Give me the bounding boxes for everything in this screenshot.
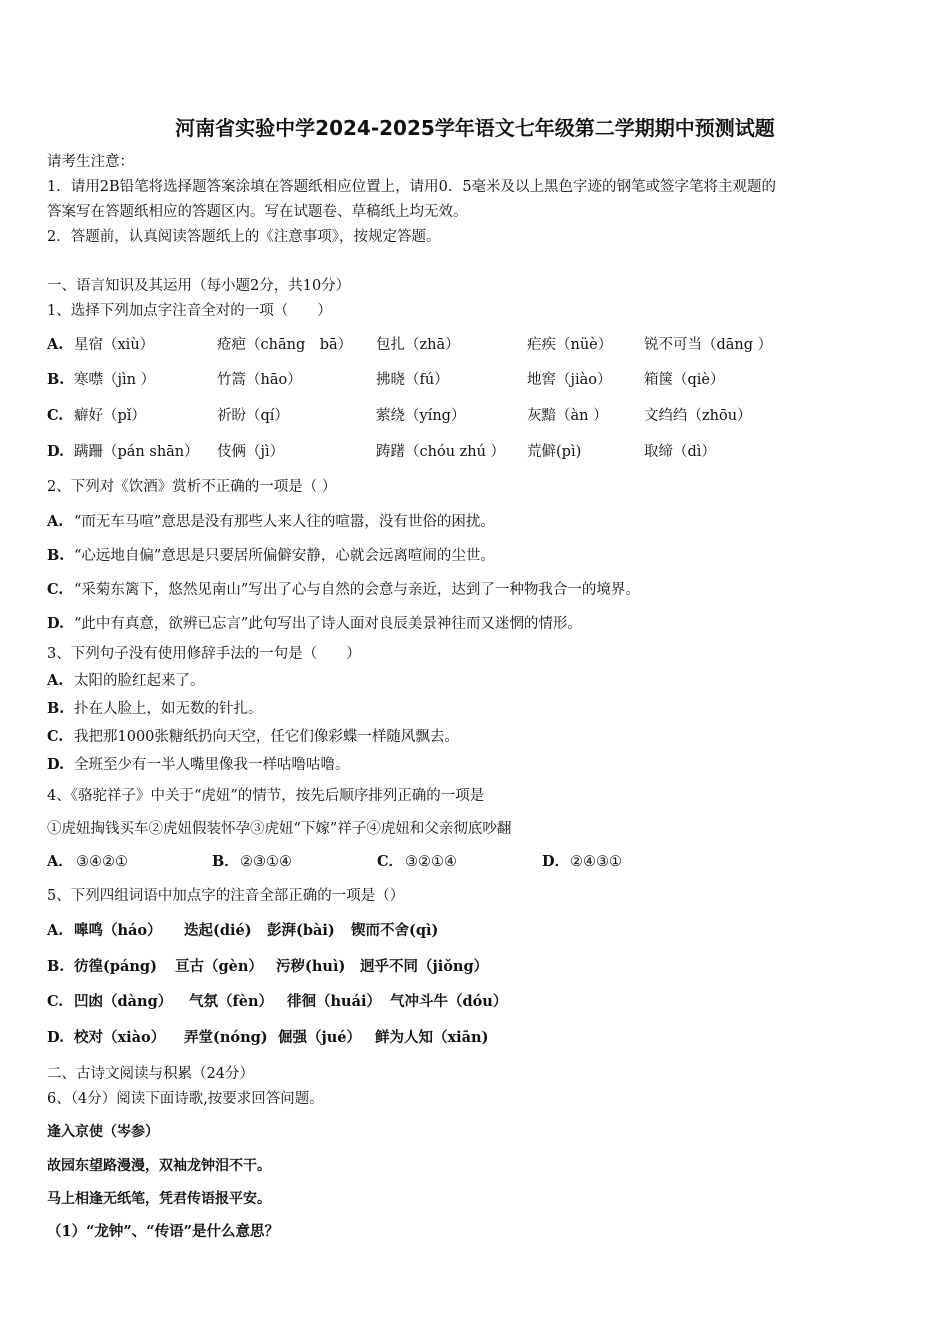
question-4-stem: 4、《骆驼祥子》中关于“虎妞”的情节，按先后顺序排列正确的一项是 [47, 788, 485, 804]
option-item: 徘徊（huái） [287, 993, 381, 1010]
notice-heading: 请考生注意： [47, 154, 134, 170]
option-item: 癖好（pǐ） [74, 408, 146, 424]
option-item: 文绉绉（zhōu） [644, 408, 752, 424]
option-label: A. [47, 922, 64, 939]
notice-line-1b: 答案写在答题纸相应的答题区内。写在试题卷、草稿纸上均无效。 [47, 204, 468, 220]
option-item: 弄堂(nóng) [184, 1029, 268, 1046]
option-label: A. [47, 672, 64, 689]
option-text: ②③①④ [240, 854, 292, 870]
option-text: “采菊东篱下，悠然见南山”写出了心与自然的会意与亲近，达到了一种物我合一的境界。 [74, 582, 640, 598]
option-item: 箱箧（qiè） [644, 372, 725, 388]
poem-title: 逢入京使（岑参） [47, 1124, 159, 1140]
page-title: 河南省实验中学2024-2025学年语文七年级第二学期期中预测试题 [175, 116, 775, 140]
option-text: 我把那1000张糖纸扔向天空，任它们像彩蝶一样随风飘去。 [74, 729, 459, 745]
option-item: 取缔（dì） [644, 444, 716, 460]
option-text: 全班至少有一半人嘴里像我一样咕噜咕噜。 [74, 757, 350, 773]
option-label: D. [47, 1029, 65, 1046]
poem-line-1: 故园东望路漫漫，双袖龙钟泪不干。 [47, 1158, 271, 1174]
option-item: 彭湃(bài) [267, 922, 335, 939]
section-1-heading: 一、语言知识及其运用（每小题2分，共10分） [47, 278, 351, 294]
option-item: 鲜为人知（xiān) [375, 1029, 489, 1046]
option-item: 伎俩（jì） [217, 444, 285, 460]
option-item: 灰黯（àn ） [527, 408, 608, 424]
option-item: 嗥鸣（háo） [74, 922, 162, 939]
question-6-sub-1: （1）“龙钟”、“传语”是什么意思？ [47, 1223, 279, 1240]
option-item: 包扎（zhā） [376, 337, 460, 353]
option-item: 拂晓（fú） [376, 372, 449, 388]
option-label: B. [47, 958, 65, 975]
option-label: B. [47, 371, 65, 388]
option-text: 扑在人脸上，如无数的针扎。 [74, 701, 263, 717]
option-text: ③④②① [76, 854, 128, 870]
question-4-events: ①虎妞掏钱买车②虎妞假装怀孕③虎妞“下嫁”祥子④虎妞和父亲彻底吵翻 [47, 821, 512, 837]
notice-line-2: 2．答题前，认真阅读答题纸上的《注意事项》，按规定答题。 [47, 229, 441, 245]
option-item: 迭起(dié) [184, 922, 252, 939]
question-6-stem: 6、（4分）阅读下面诗歌,按要求回答问题。 [47, 1091, 324, 1107]
option-item: 校对（xiào） [74, 1029, 166, 1046]
option-item: 倔强（jué） [278, 1029, 362, 1046]
option-item: 疟疾（nüè） [527, 337, 613, 353]
option-text: “此中有真意，欲辨已忘言”此句写出了诗人面对良辰美景神往而又迷惘的情形。 [74, 616, 582, 632]
option-label: C． [377, 853, 404, 870]
option-item: 荒僻(pì) [527, 444, 582, 460]
option-item: 气氛（fèn） [189, 993, 274, 1010]
question-1-stem: 1、选择下列加点字注音全对的一项（ ） [47, 303, 332, 319]
option-item: 污秽(huì) [276, 958, 346, 975]
option-item: 寒噤（jìn ） [74, 372, 156, 388]
option-label: D． [542, 853, 570, 870]
option-label: A. [47, 336, 64, 353]
poem-line-2: 马上相逢无纸笔，凭君传语报平安。 [47, 1191, 271, 1207]
option-item: 星宿（xiù） [74, 337, 155, 353]
option-item: 亘古（gèn） [175, 958, 263, 975]
option-label: C. [47, 993, 64, 1010]
option-item: 祈盼（qí） [217, 408, 289, 424]
option-item: 竹篙（hāo） [217, 372, 302, 388]
option-label: D. [47, 615, 65, 632]
option-label: C. [47, 581, 64, 598]
option-item: 凹凼（dàng） [74, 993, 173, 1010]
option-item: 彷徨(páng) [74, 958, 157, 975]
option-item: 锲而不舍(qì) [351, 922, 439, 939]
option-item: 迥乎不同（jiǒng） [360, 958, 489, 975]
option-text: 太阳的脸红起来了。 [74, 673, 205, 689]
option-text: ③②①④ [405, 854, 457, 870]
option-label: B. [47, 700, 65, 717]
option-label: A． [47, 853, 73, 870]
option-label: C. [47, 407, 64, 424]
option-item: 疮疤（chāng bā） [217, 337, 353, 353]
question-2-stem: 2、下列对《饮酒》赏析不正确的一项是（ ） [47, 479, 337, 495]
option-label: A. [47, 513, 64, 530]
option-text: ②④③① [570, 854, 622, 870]
option-item: 踌躇（chóu zhú ） [376, 444, 506, 460]
option-item: 气冲斗牛（dóu） [390, 993, 508, 1010]
option-item: 地窖（jiào） [527, 372, 612, 388]
option-label: C. [47, 728, 64, 745]
option-item: 蹒跚（pán shān） [74, 444, 199, 460]
option-label: B. [47, 547, 65, 564]
section-2-heading: 二、古诗文阅读与积累（24分） [47, 1066, 254, 1082]
option-label: B． [212, 853, 239, 870]
notice-line-1a: 1．请用2B铅笔将选择题答案涂填在答题纸相应位置上，请用0．5毫米及以上黑色字迹的钢笔或签字笔将主观题的 [47, 179, 777, 195]
option-item: 锐不可当（dāng ） [644, 337, 773, 353]
question-5-stem: 5、下列四组词语中加点字的注音全部正确的一项是（） [47, 888, 405, 904]
option-label: D. [47, 443, 65, 460]
option-text: “心远地自偏”意思是只要居所偏僻安静，心就会远离喧闹的尘世。 [74, 548, 495, 564]
option-text: “而无车马喧”意思是没有那些人来人往的喧嚣，没有世俗的困扰。 [74, 514, 495, 530]
question-3-stem: 3、下列句子没有使用修辞手法的一句是（ ） [47, 646, 361, 662]
option-label: D. [47, 756, 65, 773]
option-item: 萦绕（yíng） [376, 408, 466, 424]
